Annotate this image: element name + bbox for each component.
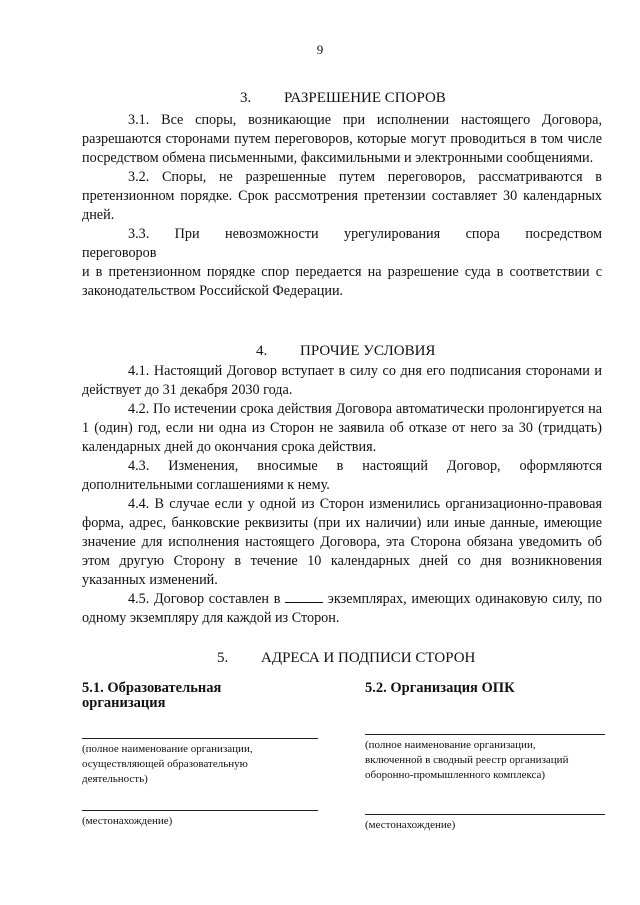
para-4-5 (82, 590, 602, 628)
page-number: 9 (316, 42, 324, 57)
left-org-name-caption: (полное наименование организации, осуществляющей образовательную деятельность) (82, 743, 253, 785)
section-5-heading (217, 650, 475, 667)
section-4-title: ПРОЧИЕ УСЛОВИЯ (300, 343, 436, 359)
right-location-caption: (местонахождение) (365, 819, 456, 831)
para-3-1: 3.1. Все споры, возникающие при исполнении настоящего Договора, разрешаются сторонами путем переговоров, которые могут проводиться в том числе посредством обмена письменными, факсимильными и электронными сообщениями. (82, 112, 602, 166)
left-location-caption: (местонахождение) (82, 815, 173, 827)
left-location-line (82, 810, 318, 811)
section-5-number: 5. (217, 650, 229, 666)
para-4-4: 4.4. В случае если у одной из Сторон изменились организационно-правовая форма, адрес, банковские реквизиты (при их наличии) или иные данные, имеющие значение для исполнения настоящего Договора, эта Сторона обязана уведомить об этом другую Сторону в течение 10 календарных дней со дня возникновения указанных изменений. (82, 496, 602, 588)
section-3-heading (240, 90, 446, 107)
section-4-body (82, 362, 602, 628)
para-4-1: 4.1. Настоящий Договор вступает в силу со дня его подписания сторонами и действует до 31 декабря 2030 года. (82, 363, 602, 398)
section-3-number: 3. (240, 90, 252, 106)
para-3-2: 3.2. Споры, не разрешенные путем переговоров, рассматриваются в претензионном порядке. Срок рассмотрения претензии составляет 30 календарных дней. (82, 169, 602, 223)
left-org-name-line (82, 738, 318, 739)
section-4-heading (256, 343, 435, 360)
para-3-3-line3: и в претензионном порядке спор передается на разрешение суда в соответствии с законодательством Российской Федерации. (82, 264, 602, 299)
section-4-number: 4. (256, 343, 268, 359)
right-location-line (365, 814, 605, 815)
para-3-3-line2: переговоров (82, 245, 157, 261)
para-3-3-line1: 3.3. При невозможности урегулирования спора посредством (128, 226, 602, 242)
left-party-title: 5.1. Образовательная организация (82, 680, 222, 711)
copies-count-blank (285, 590, 323, 603)
para-4-5-end: экземплярах, имеющих одинаковую силу, по одному экземпляру для каждой из Сторон. (82, 591, 603, 626)
right-party-title: 5.2. Организация ОПК (365, 680, 515, 696)
section-3-title: РАЗРЕШЕНИЕ СПОРОВ (284, 90, 446, 106)
para-4-3: 4.3. Изменения, вносимые в настоящий Договор, оформляются дополнительными соглашениями к нему. (82, 458, 602, 493)
right-org-name-line (365, 734, 605, 735)
right-org-name-caption: (полное наименование организации, включенной в сводный реестр организаций оборонно-промышленного комплекса) (365, 739, 569, 781)
section-3-body (82, 111, 602, 301)
para-4-5-start: 4.5. Договор составлен в (128, 591, 281, 607)
para-4-2: 4.2. По истечении срока действия Договора автоматически пролонгируется на 1 (один) год, если ни одна из Сторон не заявила об отказе от него за 30 (тридцать) календарных дней до окончания срока действия. (82, 401, 602, 455)
section-5-title: АДРЕСА И ПОДПИСИ СТОРОН (261, 650, 476, 666)
